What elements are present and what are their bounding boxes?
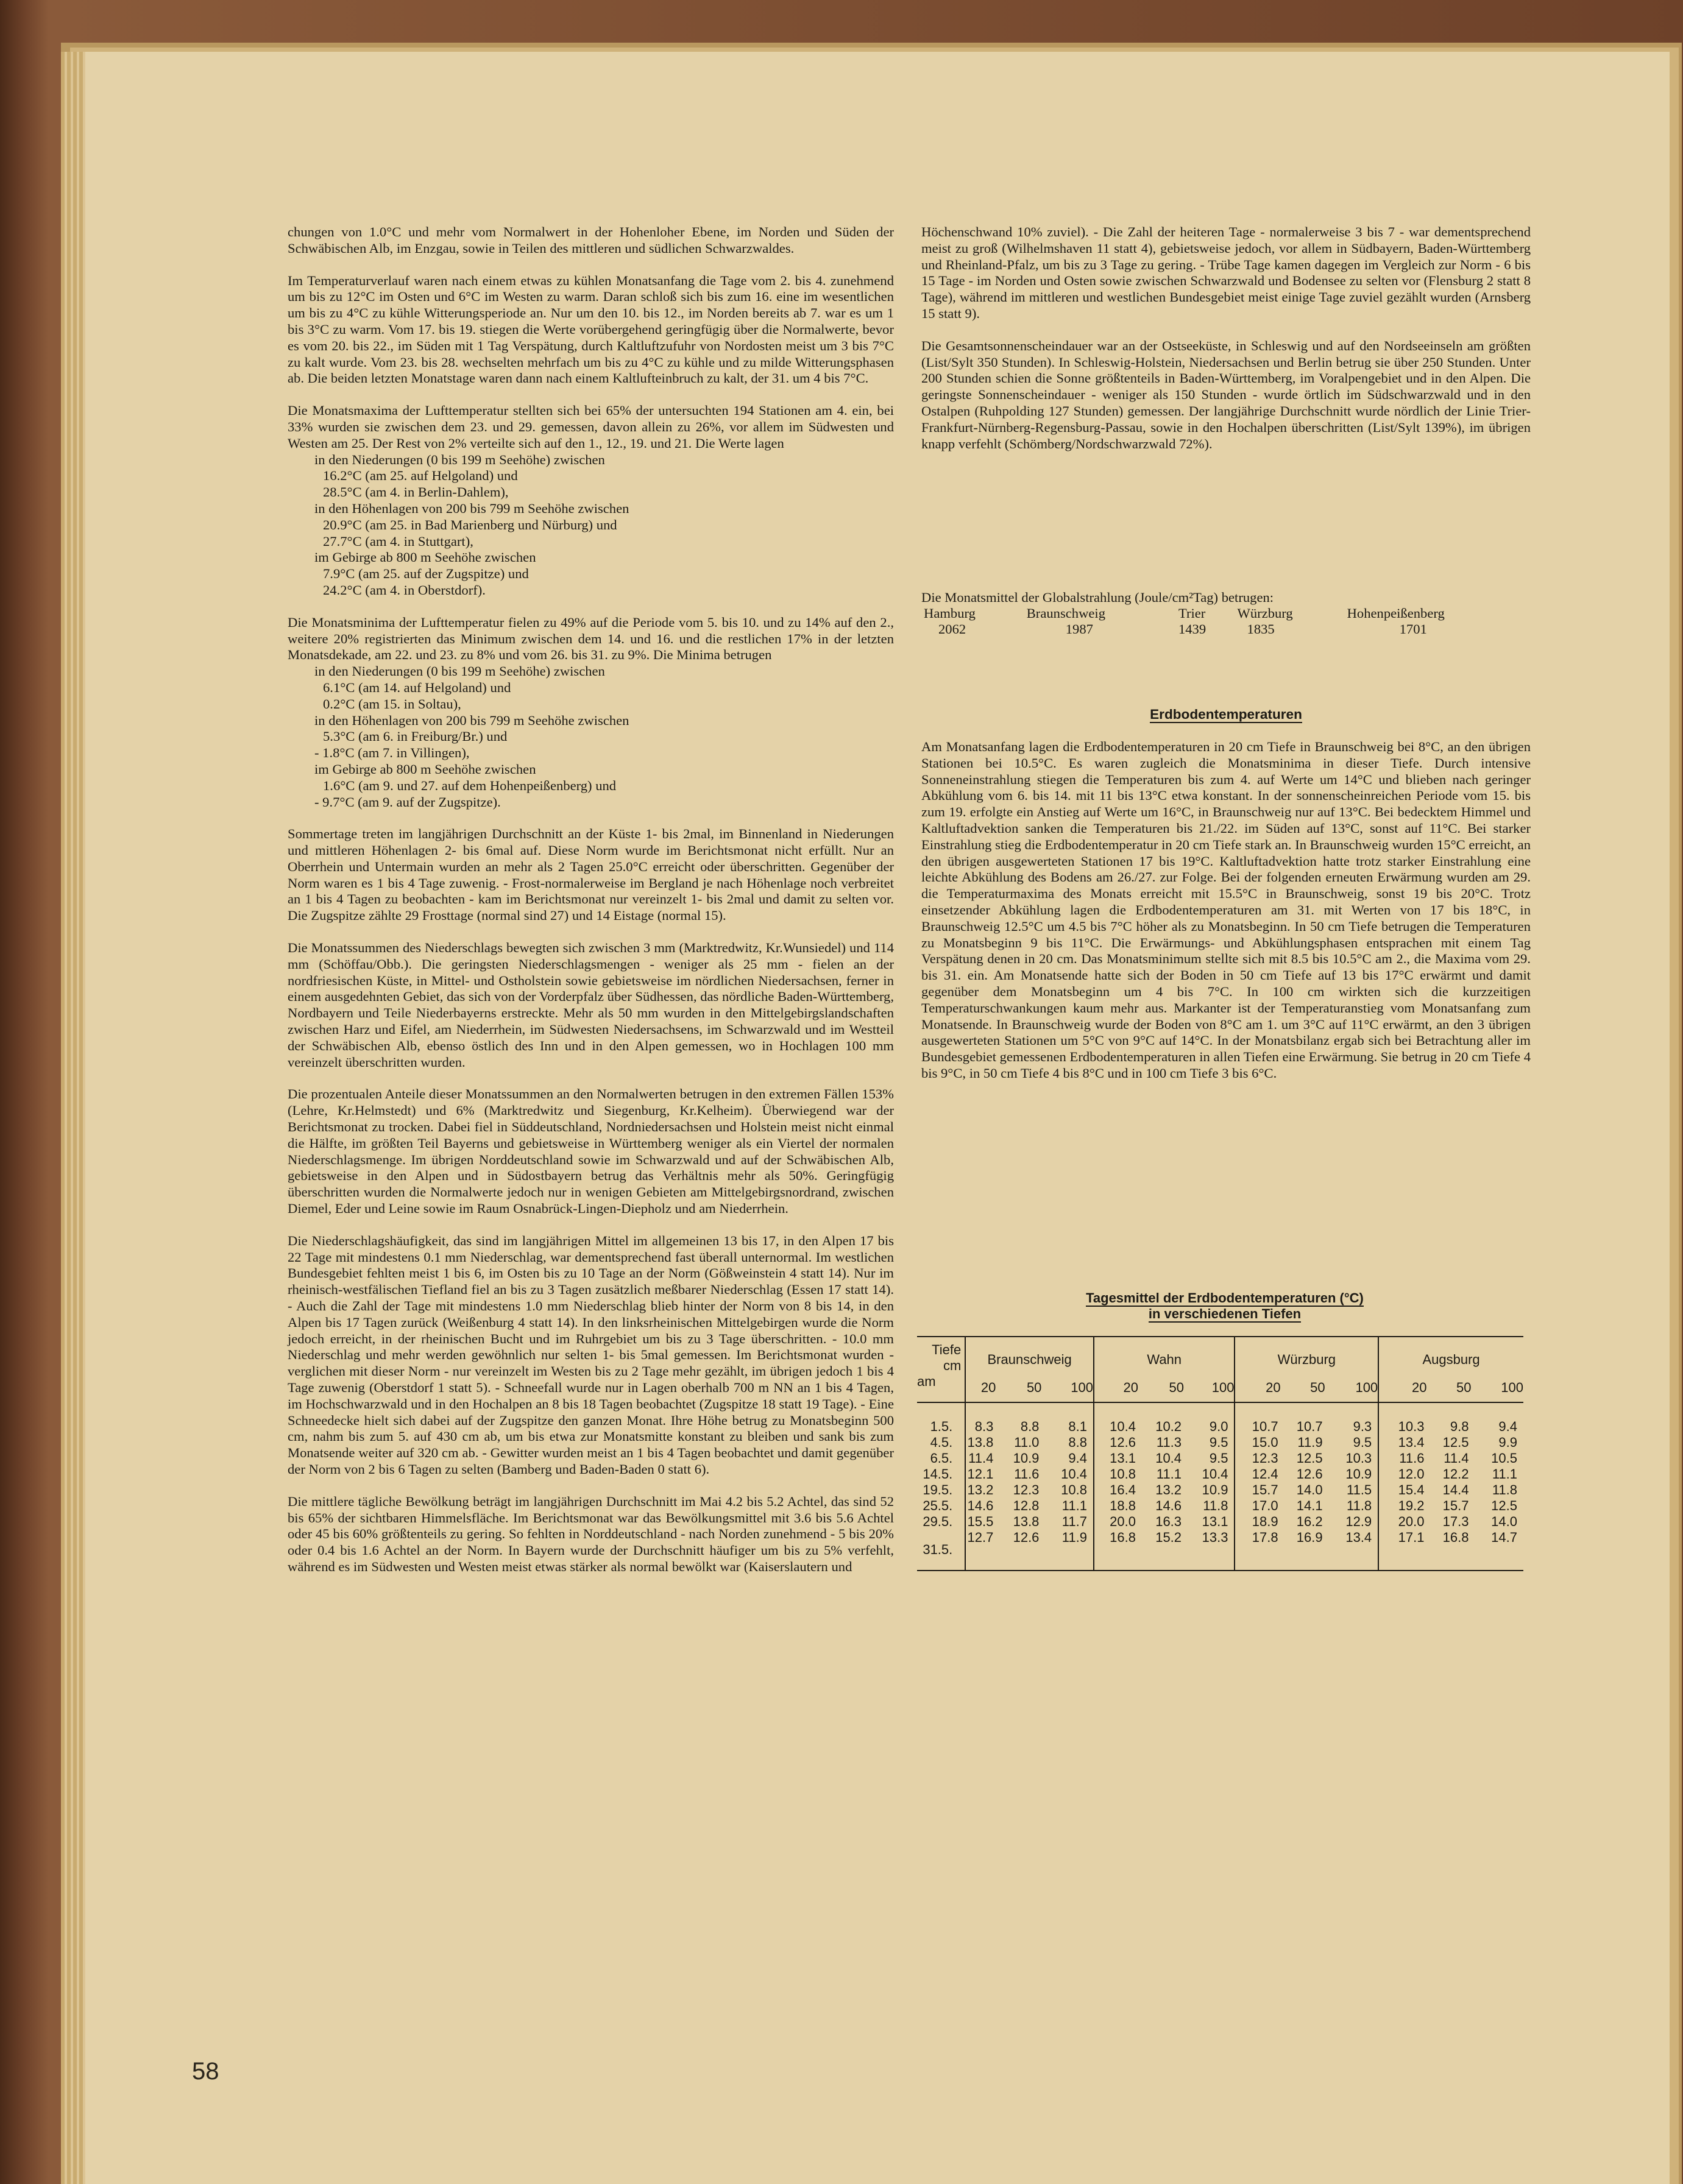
table-cell: 12.6 [1094,1435,1138,1451]
table-cell: 10.7 [1235,1402,1280,1435]
table-cell: 11.0 [1014,1435,1040,1450]
table-cell: 11.9 [1297,1435,1323,1450]
table-cell: 12.9 [1345,1514,1372,1529]
radiation-value: 1439 [1178,621,1206,637]
table-row [917,1402,1523,1435]
page-number: 58 [192,2058,219,2085]
table-cell: 9.9 [1498,1435,1517,1450]
table-cell: 12.5 [1442,1435,1469,1450]
table-cell: 15.2 [1155,1530,1182,1545]
table-cell: 11.6 [1014,1466,1040,1482]
paragraph-temperaturverlauf: Im Temperaturverlauf waren nach einem etwas zu kühlen Monatsanfang die Tage vom 2. bis 4. zunehmend um bis zu 12°C im Osten und 6°C im Westen zu warm. Daran schloß sich bis zum 16. eine im wesentlichen um bis zu 4°C zu kühle Witterungsperiode an. Nur um den 10. bis 12., im Norden bereits ab 7. war es um 1 bis 3°C zu warm. Vom 17. bis 19. stiegen die Werte vorübergehend geringfügig über die Normalwerte, bevor es vom 20. bis 22., im Süden mit 1 Tag Verspätung, durch Kaltluftzufuhr von Nordosten meist um 3 bis 7°C zu kalt wurde. Vom 23. bis 28. wechselten mehrfach um bis zu 4°C zu kühle und zu milde Witterungsphasen ab. Die beiden letzten Monatstage waren dann nach einem Kaltlufteinbruch zu kalt, der 31. um 4 bis 7°C. [288,272,894,386]
table-cell: 10.5 [1491,1451,1517,1466]
radiation-block [921,590,1531,637]
radiation-value: 1835 [1247,621,1275,637]
table-cell: 10.4 [1155,1451,1182,1466]
table-cell: 16.8 [1442,1530,1469,1545]
table-cell: 12.0 [1378,1466,1426,1482]
corner-depth: Tiefe [932,1342,962,1357]
depth-header: 50 [1281,1374,1325,1402]
paragraph-sommertage: Sommertage treten im langjährigen Durchschnitt an der Küste 1- bis 2mal, im Binnenland in Niederungen und mittleren Höhenlagen 2- bis 6mal auf. Diese Norm wurde im Berichtsmonat nicht erfüllt. Nur an Oberrhein und Untermain wurden an mehr als 2 Tagen 25.0°C erreicht oder überschritten. Gegenüber der Norm waren es 1 bis 4 Tage zuwenig. - Frost-normalerweise im Bergland je nach Höhenlage noch verbreitet an 1 bis 4 Tagen zu beobachten - kam im Berichtsmonat nur vereinzelt 1- bis 2mal und damit zu selten vor. Die Zugspitze zählte 29 Frosttage (normal sind 27) und 14 Eistage (normal 15). [288,826,894,924]
table-cell: 10.2 [1155,1419,1182,1434]
table-cell: 15.7 [1442,1498,1469,1513]
list-item: 27.7°C (am 4. in Stuttgart), [323,533,473,549]
table-cell: 13.1 [1094,1451,1138,1466]
table-row [917,1514,1523,1530]
table-cell: 10.4 [1094,1402,1138,1435]
table-cell: 10.3 [1345,1451,1372,1466]
depth-header: 100 [1041,1374,1094,1402]
table-cell: 14.7 [1491,1530,1517,1545]
depth-header: 50 [1138,1374,1184,1402]
table-cell: 13.8 [1013,1514,1040,1529]
table-cell: 12.2 [1442,1466,1469,1482]
table-cell: 11.1 [1061,1498,1087,1513]
table-cell: 11.1 [1492,1466,1517,1482]
table-cell: 10.4 [1202,1466,1228,1482]
table-cell: 10.8 [1094,1466,1138,1482]
table-cell: 13.4 [1345,1530,1372,1545]
corner-unit: cm [943,1358,962,1373]
station-header: Würzburg [1235,1337,1378,1374]
list-item: in den Niederungen (0 bis 199 m Seehöhe) zwischen [314,663,605,679]
table-cell: 15.5 [965,1514,996,1530]
paragraph-monatsminima: Die Monatsminima der Lufttemperatur fielen zu 49% auf die Periode vom 5. bis 10. und zu 14% auf den 2., weitere 20% registrierten das Minimum zwischen dem 14. und 16. und die restlichen 17% in der letzten Monatsdekade, am 22. und 23. zu 8% und vom 26. bis 31. zu 9%. Die Minima betrugen [288,614,894,663]
station-name: Braunschweig [1026,606,1105,621]
table-cell: 9.4 [1498,1419,1517,1434]
soil-temperature-table [917,1336,1523,1571]
list-item: 5.3°C (am 6. in Freiburg/Br.) und [323,729,508,744]
table-cell: 11.4 [1444,1451,1469,1466]
table-cell: 11.9 [1061,1530,1087,1545]
depth-header: 20 [1094,1374,1138,1402]
list-item: in den Höhenlagen von 200 bis 799 m Seehöhe zwischen [314,500,629,516]
maxima-list [288,452,894,599]
table-row [917,1530,1523,1570]
list-item: in den Höhenlagen von 200 bis 799 m Seehöhe zwischen [314,712,629,728]
section-heading-text: Erdbodentemperaturen [1150,707,1302,722]
paragraph-bewoelkung: Die mittlere tägliche Bewölkung beträgt im langjährigen Durchschnitt im Mai 4.2 bis 5.2 Achtel, das sind 52 bis 65% der sichtbaren Himmelsfläche. Im Berichtsmonat war das Bewölkungsmittel mit 3.6 bis 5.6 Achtel oder 45 bis 60% größtenteils zu gering. So fehlten in Norddeutschland - nach Norden zunehmend - 5 bis 20% oder 0.4 bis 1.6 Achtel an der Norm. In Bayern wurde der Durchschnitt häufiger um bis zu 5% verfehlt, während es im Südwesten und Westen meist etwas stärker als normal bewölkt war (Kaiserslautern und [288,1493,894,1574]
table-cell: 12.5 [1296,1451,1323,1466]
table-cell: 11.7 [1061,1514,1087,1529]
table-cell: 8.3 [965,1402,996,1435]
row-date: 6.5. [930,1451,953,1466]
table-cell: 12.1 [965,1466,996,1482]
row-date: 1.5. [930,1419,953,1434]
row-date: 4.5. [930,1435,953,1450]
section-heading [921,707,1531,723]
table-cell: 16.4 [1094,1482,1138,1498]
row-date: 25.5. [923,1498,953,1513]
paragraph: chungen von 1.0°C und mehr vom Normalwert in der Hohenloher Ebene, im Norden und Süden der Schwäbischen Alb, im Enzgau, sowie in Teilen des mittleren und südlichen Schwarzwaldes. [288,224,894,256]
table-cell: 17.1 [1378,1530,1426,1570]
paragraph-monatssummen: Die Monatssummen des Niederschlags bewegten sich zwischen 3 mm (Marktredwitz, Kr.Wunsiedel) und 114 mm (Schöffau/Obb.). Die geringsten Niederschlagsmengen - weniger als 25 mm - fielen an der nordfriesischen Küste, in Mittel- und Ostholstein sowie gebietsweise im nördlichen Niedersachsen, ferner in einem ausgedehnten Gebiet, das sich von der Vorderpfalz über Südhessen, das nördliche Baden-Württemberg, Nordbayern und Teile Niederbayerns erstreckte. Mehr als 50 mm wurden in den Mittelgebirgslandschaften zwischen Harz und Eifel, am Niederrhein, im Südwesten Niedersachsens, im Schwarzwald und im Westteil der Schwäbischen Alb, ebenso östlich des Inn und in den Alpen gemessen, wo in Hochlagen 100 mm vereinzelt überschritten wurden. [288,940,894,1070]
list-item: 20.9°C (am 25. in Bad Marienberg und Nürburg) und [323,517,617,532]
table-cell: 19.2 [1378,1498,1426,1514]
station-header: Augsburg [1378,1337,1523,1374]
table-cell: 11.8 [1346,1498,1372,1513]
table-cell: 10.9 [1202,1482,1228,1497]
station-header: Braunschweig [965,1337,1094,1374]
table-cell: 13.1 [1202,1514,1228,1529]
list-item: 0.2°C (am 15. in Soltau), [323,696,461,712]
table-cell: 16.9 [1296,1530,1323,1545]
depth-header: 20 [1378,1374,1426,1402]
station-name: Würzburg [1237,606,1293,621]
list-item: im Gebirge ab 800 m Seehöhe zwischen [314,550,536,565]
paragraph-sonnenschein: Die Gesamtsonnenscheindauer war an der Ostseeküste, in Schleswig und auf den Nordseeinseln am größten (List/Sylt 350 Stunden). In Schleswig-Holstein, Niedersachsen und Berlin betrug sie über 250 Stunden. Unter 200 Stunden schien die Sonne größtenteils in Baden-Württemberg, im Voralpengebiet und in den Alpen. Die geringste Sonnenscheindauer - weniger als 150 Stunden - wurde örtlich im Südschwarzwald und in den Ostalpen (Ruhpolding 127 Stunden) gemessen. Der langjährige Durchschnitt wurde nördlich der Linie Trier-Frankfurt-Nürnberg-Regensburg-Passau, sowie in den Hochalpen überschritten (List/Sylt 139%), im übrigen knapp verfehlt (Schömberg/Nordschwarzwald 72%). [921,337,1531,451]
table-cell: 11.5 [1346,1482,1372,1497]
table-row [917,1482,1523,1498]
table-cell: 15.4 [1378,1482,1426,1498]
table-cell: 8.1 [1068,1419,1087,1434]
left-column [288,224,894,1591]
table-cell: 16.8 [1094,1530,1138,1570]
table-cell: 17.8 [1235,1530,1280,1570]
table-cell: 12.6 [1296,1466,1323,1482]
depth-header: 50 [996,1374,1041,1402]
depth-header: 20 [965,1374,996,1402]
table-cell: 10.9 [1013,1451,1040,1466]
page-edges-left [61,52,85,2184]
table-row [917,1435,1523,1451]
table-cell: 12.7 [965,1530,996,1570]
table-cell: 11.3 [1156,1435,1182,1450]
table-title-line1: Tagesmittel der Erdbodentemperaturen (°C) [1086,1290,1364,1306]
list-item: - 1.8°C (am 7. in Villingen), [314,745,470,761]
table-cell: 11.8 [1203,1498,1228,1513]
depth-header: 20 [1235,1374,1280,1402]
paragraph-niederschlagshaeufigkeit: Die Niederschlagshäufigkeit, das sind im langjährigen Mittel im allgemeinen 13 bis 17, in den Alpen 17 bis 22 Tage mit mindestens 0.1 mm Niederschlag, war dementsprechend fast überall unternormal. Im westlichen Bundesgebiet fehlten meist 1 bis 6, im Osten bis zu 10 Tage an der Norm (Gößweinstein 4 statt 14). Nur im rheinisch-westfälischen Tiefland fiel an bis zu 3 Tagen zusätzlich meßbarer Niederschlag (Essen 17 statt 14). - Auch die Zahl der Tage mit mindestens 1.0 mm Niederschlag blieb hinter der Norm von 8 bis 14, in den Alpen bis 17 Tagen zurück (Weißenburg 4 statt 14). In den linksrheinischen Mittelgebirgen wurde die Norm jedoch erreicht, in der rheinischen Bucht und im Ruhrgebiet um bis zu 3 Tage überschritten. - 10.0 mm Niederschlag und mehr werden gewöhnlich nur selten 1- bis 5mal gemessen. Im Berichtsmonat wurden - verglichen mit dieser Norm - nur vereinzelt im Westen bis zu 2 Tage mehr gezählt, im übrigen jedoch 1 bis 4 Tage zuwenig (Oberstdorf 1 statt 5). - Schneefall wurde nur in Lagen oberhalb 700 m NN an 1 bis 4 Tagen, im Hochschwarzwald und in den Hochalpen an 8 bis 18 Tagen beobachtet (Zugspitze 18 statt 19 Tage). - Eine Schneedecke hielt sich dabei auf der Zugspitze den ganzen Monat. Ihre Höhe betrug zu Monatsbeginn 500 cm, nahm bis zum 5. auf 430 cm ab, um bis etwa zur Monatsmitte konstant zu bleiben und sank bis zum Monatsende weiter auf 320 cm ab. - Gewitter wurden meist an 1 bis 4 Tagen beobachtet und damit gegenüber der Norm von 2 bis 6 Tagen zu selten (Bamberg und Baden-Baden 0 statt 6). [288,1232,894,1477]
depth-header: 100 [1471,1374,1523,1402]
depth-header: 100 [1184,1374,1235,1402]
table-cell: 10.8 [1061,1482,1087,1497]
radiation-value: 1987 [1065,621,1093,637]
table-cell: 20.0 [1094,1514,1138,1530]
table-cell: 9.5 [1209,1435,1228,1450]
list-item: 24.2°C (am 4. in Oberstdorf). [323,582,486,598]
table-cell: 15.7 [1235,1482,1280,1498]
radiation-intro: Die Monatsmittel der Globalstrahlung (Joule/cm²Tag) betrugen: [921,590,1274,605]
table-cell: 17.3 [1442,1514,1469,1529]
table-cell: 12.5 [1491,1498,1517,1513]
table-cell: 9.5 [1209,1451,1228,1466]
row-date: 14.5. [923,1466,953,1482]
table-row [917,1466,1523,1482]
table-cell: 8.8 [1068,1435,1087,1450]
table-cell: 14.0 [1491,1514,1517,1529]
table-cell: 20.0 [1378,1514,1426,1530]
table-cell: 10.4 [1061,1466,1087,1482]
paragraph-erdboden: Am Monatsanfang lagen die Erdbodentemperaturen in 20 cm Tiefe in Braunschweig bei 8°C, an den übrigen Stationen bei 10.5°C. Es waren zugleich die Monatsminima in dieser Tiefe. Durch intensive Sonneneinstrahlung stiegen die Temperaturen bis zum 4. auf Werte um 14°C und blieben nach geringer Abkühlung vom 6. bis 14. mit 11 bis 13°C etwa konstant. In der sonnenscheinreichen Periode vom 15. bis zum 19. erfolgte ein Anstieg auf Werte um 16°C, in Braunschweig nur auf 13°C. Bei bedecktem Himmel und Kaltluftadvektion sanken die Temperaturen bis 21./22. im Süden auf 13°C, sonst auf 11°C. Bei starker Einstrahlung stieg die Erdbodentemperatur in 20 cm Tiefe stark an. In Braunschweig wurden 15°C erreicht, an den übrigen ausgewerteten Stationen 17 bis 19°C. Kaltluftadvektion hatte trotz starker Einstrahlung eine leichte Abkühlung des Bodens am 26./27. zur Folge. Bei der folgenden erneuten Erwärmung wurden am 29. die Temperaturmaxima des Monats erreicht mit 15.5°C in Braunschweig, sonst 19 bis 20°C. Trotz einsetzender Abkühlung lagen die Erdbodentemperaturen am 31. mit Werten von 17 bis 18°C, in Braunschweig 12.5°C um 4.5 bis 7°C höher als zu Monatsbeginn. In 50 cm Tiefe betrugen die Temperaturen zu Monatsbeginn 9 bis 11°C. Die Erwärmungs- und Abkühlungsphasen entsprachen mit einem Tag Verspätung denen in 20 cm. Das Monatsminimum stellte sich mit 8.5 bis 10.5°C am 2., die Maxima vom 29. bis 31. ein. Am Monatsende hatte sich der Boden in 50 cm Tiefe auf 13 bis 17°C erwärmt und damit gegenüber dem Monatsbeginn um 4 bis 7°C. In 100 cm wirkten sich die kurzzeitigen Temperaturschwankungen kaum mehr aus. Markanter ist der Temperaturanstieg vom Monatsanfang zum Monatsende. In Braunschweig wurde der Boden von 8°C am 1. um 3°C auf 11°C erwärmt, an den 3 übrigen ausgewerteten Stationen um 5°C von 9°C auf 14°C. In der Monatsbilanz ergab sich bei Betrachtung aller im Bundesgebiet gemessenen Erdbodentemperaturen in allen Tiefen eine Erwärmung. Sie betrug in 20 cm Tiefe 4 bis 9°C, in 50 cm Tiefe 4 bis 8°C und in 100 cm Tiefe 3 bis 6°C. [921,739,1531,1081]
table-cell: 11.8 [1492,1482,1517,1497]
table-cell: 12.4 [1235,1466,1280,1482]
right-column [921,224,1531,468]
table-cell: 18.9 [1235,1514,1280,1530]
station-name: Hohenpeißenberg [1347,606,1445,621]
list-item: 1.6°C (am 9. und 27. auf dem Hohenpeißenberg) und [323,777,617,793]
list-item: in den Niederungen (0 bis 199 m Seehöhe) zwischen [314,451,605,467]
table-cell: 14.1 [1296,1498,1323,1513]
radiation-stations-row [921,606,1531,621]
table-cell: 12.3 [1235,1451,1280,1466]
table-cell: 14.6 [1155,1498,1182,1513]
table-cell: 13.2 [1155,1482,1182,1497]
table-cell: 13.4 [1378,1435,1426,1451]
radiation-table [921,606,1531,637]
table-cell: 9.0 [1209,1419,1228,1434]
depth-header: 100 [1325,1374,1379,1402]
list-item: 16.2°C (am 25. auf Helgoland) und [323,468,518,484]
table-cell: 16.2 [1296,1514,1323,1529]
row-date: 29.5. [923,1514,953,1529]
table-title [920,1290,1529,1322]
table-cell: 13.2 [965,1482,996,1498]
station-header: Wahn [1094,1337,1235,1374]
table-cell: 15.0 [1235,1435,1280,1451]
table-cell: 11.4 [965,1451,996,1466]
row-date: 31.5. [923,1542,953,1557]
table-cell: 12.8 [1013,1498,1040,1513]
table-cell: 9.5 [1353,1435,1372,1450]
table-cell: 14.6 [965,1498,996,1514]
table-row [917,1451,1523,1466]
table-cell: 9.3 [1353,1419,1372,1434]
list-item: 7.9°C (am 25. auf der Zugspitze) und [323,566,529,582]
soil-paragraph-block [921,739,1531,1098]
table-cell: 13.3 [1202,1530,1228,1545]
table-row [917,1498,1523,1514]
list-item: im Gebirge ab 800 m Seehöhe zwischen [314,761,536,777]
table-cell: 12.3 [1013,1482,1040,1497]
table-cell: 11.6 [1378,1451,1426,1466]
list-item: - 9.7°C (am 9. auf der Zugspitze). [314,794,501,810]
corner-cell [917,1337,965,1374]
paragraph-monatsmaxima: Die Monatsmaxima der Lufttemperatur stellten sich bei 65% der untersuchten 194 Stationen am 4. ein, bei 33% wurden sie zwischen dem 23. und 29. gemessen, davon allein zu 26%, vor allem im Südwesten und Westen am 25. Der Rest von 2% verteilte sich auf den 1., 12., 19. und 21. Die Werte lagen [288,403,894,451]
table-cell: 16.3 [1155,1514,1182,1529]
table-cell: 14.4 [1442,1482,1469,1497]
row-date: 19.5. [923,1482,953,1497]
list-item: 6.1°C (am 14. auf Helgoland) und [323,679,511,695]
station-name: Trier [1178,606,1206,621]
radiation-values-row [921,621,1531,637]
table-cell: 13.8 [965,1435,996,1451]
paragraph-prozentualen: Die prozentualen Anteile dieser Monatssummen an den Normalwerten betrugen in den extremen Fällen 153% (Lehre, Kr.Helmstedt) und 6% (Marktredwitz und Siegenburg, Kr.Kelheim). Überwiegend war der Berichtsmonat zu trocken. Dabei fiel in Süddeutschland, Nordniedersachsen und Holstein meist nicht einmal die Hälfte, im größten Teil Bayerns und gebietsweise in Württemberg weniger als ein Viertel der normalen Niederschlagsmenge. Im übrigen Norddeutschland sowie im Schwarzwald und auf der Schwäbischen Alb, gebietsweise in den Alpen und in Südostbayern betrug das Verhältnis mehr als 50%. Geringfügig überschritten wurden die Normalwerte jedoch nur in wenigen Gebieten am Mittelgebirgsnordrand, zwischen Diemel, Eder und Leine sowie im Raum Osnabrück-Lingen-Diepholz und am Niederrhein. [288,1086,894,1217]
table-cell: 11.1 [1156,1466,1182,1482]
corner-date-label: am [917,1374,965,1402]
paragraph-heitere-tage: Höchenschwand 10% zuviel). - Die Zahl der heiteren Tage - normalerweise 3 bis 7 - war dementsprechend meist zu groß (Wilhelmshaven 11 statt 4), gebietsweise jedoch, vor allem in Südbayern, Baden-Württemberg und Rheinland-Pfalz, um bis zu 3 Tage zu gering. - Trübe Tage kamen dagegen im Vergleich zur Norm - 6 bis 15 Tage - im Norden und Osten sowie zwischen Schwarzwald und Bodensee zu selten vor (Flensburg 2 statt 8 Tage), während im mittleren und westlichen Bundesgebiet meist einige Tage zuviel gezählt wurden (Arnsberg 15 statt 9). [921,224,1531,321]
table-cell: 9.4 [1068,1451,1087,1466]
table-title-line2: in verschiedenen Tiefen [1148,1306,1302,1321]
table-cell: 12.6 [1013,1530,1040,1545]
minima-list [288,663,894,810]
list-item: 28.5°C (am 4. in Berlin-Dahlem), [323,484,509,500]
radiation-value: 1701 [1399,621,1427,637]
station-name: Hamburg [924,606,976,621]
table-cell: 9.8 [1450,1419,1469,1434]
table-cell: 8.8 [1020,1419,1040,1434]
table-cell: 10.3 [1378,1402,1426,1435]
table-cell: 10.9 [1345,1466,1372,1482]
depth-header: 50 [1426,1374,1471,1402]
table-cell: 14.0 [1296,1482,1323,1497]
radiation-value: 2062 [938,621,966,637]
table-cell: 17.0 [1235,1498,1280,1514]
table-cell: 10.7 [1296,1419,1323,1434]
table-cell: 18.8 [1094,1498,1138,1514]
